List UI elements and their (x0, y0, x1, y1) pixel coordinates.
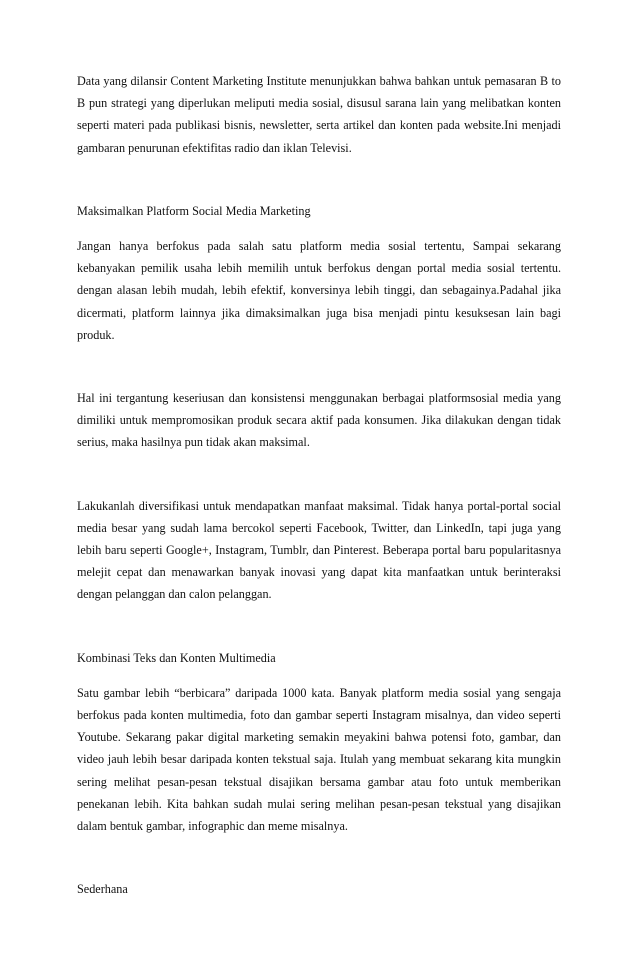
document-page (77, 70, 561, 900)
heading-sederhana: Sederhana (77, 882, 128, 897)
paragraph-consistency: Hal ini tergantung keseriusan dan konsistensi menggunakan berbagai platformsosial media yang dimiliki untuk mempromosikan produk secara aktif pada konsumen. Jika dilakukan dengan tidak serius, maka hasilnya pun tidak akan maksimal. (77, 391, 561, 450)
paragraph-multimedia: Satu gambar lebih “berbicara” daripada 1000 kata. Banyak platform media sosial yang sengaja berfokus pada konten multimedia, foto dan gambar seperti Instagram misalnya, dan video seperti Youtube. Sekarang pakar digital marketing semakin meyakini bahwa potensi foto, gambar, dan video jauh lebih besar daripada konten tekstual saja. Itulah yang membuat sekarang kita mungkin sering melihat pesan-pesan tekstual disajikan bersama gambar atau foto untuk memberikan penekanan lebih. Kita bahkan sudah mulai sering melihan pesan-pesan tekstual yang disajikan dalam bentuk gambar, infographic dan meme misalnya. (77, 685, 561, 834)
heading-kombinasi-teks: Kombinasi Teks dan Konten Multimedia (77, 650, 276, 665)
paragraph-platform-focus: Jangan hanya berfokus pada salah satu platform media sosial tertentu, Sampai sekarang kebanyakan pemilik usaha lebih memilih untuk berfokus dengan portal media sosial tertentu. dengan alasan lebih mudah, lebih efektif, konversinya lebih tinggi, dan sebagainya.Padahal jika dicermati, platform lainnya jika dimaksimalkan juga bisa menjadi pintu kesuksesan lain bagi produk. (77, 239, 561, 342)
paragraph-diversification: Lakukanlah diversifikasi untuk mendapatkan manfaat maksimal. Tidak hanya portal-portal social media besar yang sudah lama bercokol seperti Facebook, Twitter, dan LinkedIn, tapi juga yang lebih baru seperti Google+, Instagram, Tumblr, dan Pinterest. Beberapa portal baru popularitasnya melejit cepat dan menawarkan banyak inovasi yang dapat kita manfaatkan untuk berinteraksi dengan pelanggan dan calon pelanggan. (77, 498, 561, 602)
heading-maksimalkan-platform: Maksimalkan Platform Social Media Marketing (77, 203, 311, 218)
paragraph-content-marketing: Data yang dilansir Content Marketing Institute menunjukkan bahwa bahkan untuk pemasaran B to B pun strategi yang diperlukan meliputi media sosial, disusul sarana lain yang melibatkan konten seperti materi pada publikasi bisnis, newsletter, serta artikel dan konten pada website.Ini menjadi gambaran penurunan efektifitas radio dan iklan Televisi. (77, 74, 561, 155)
